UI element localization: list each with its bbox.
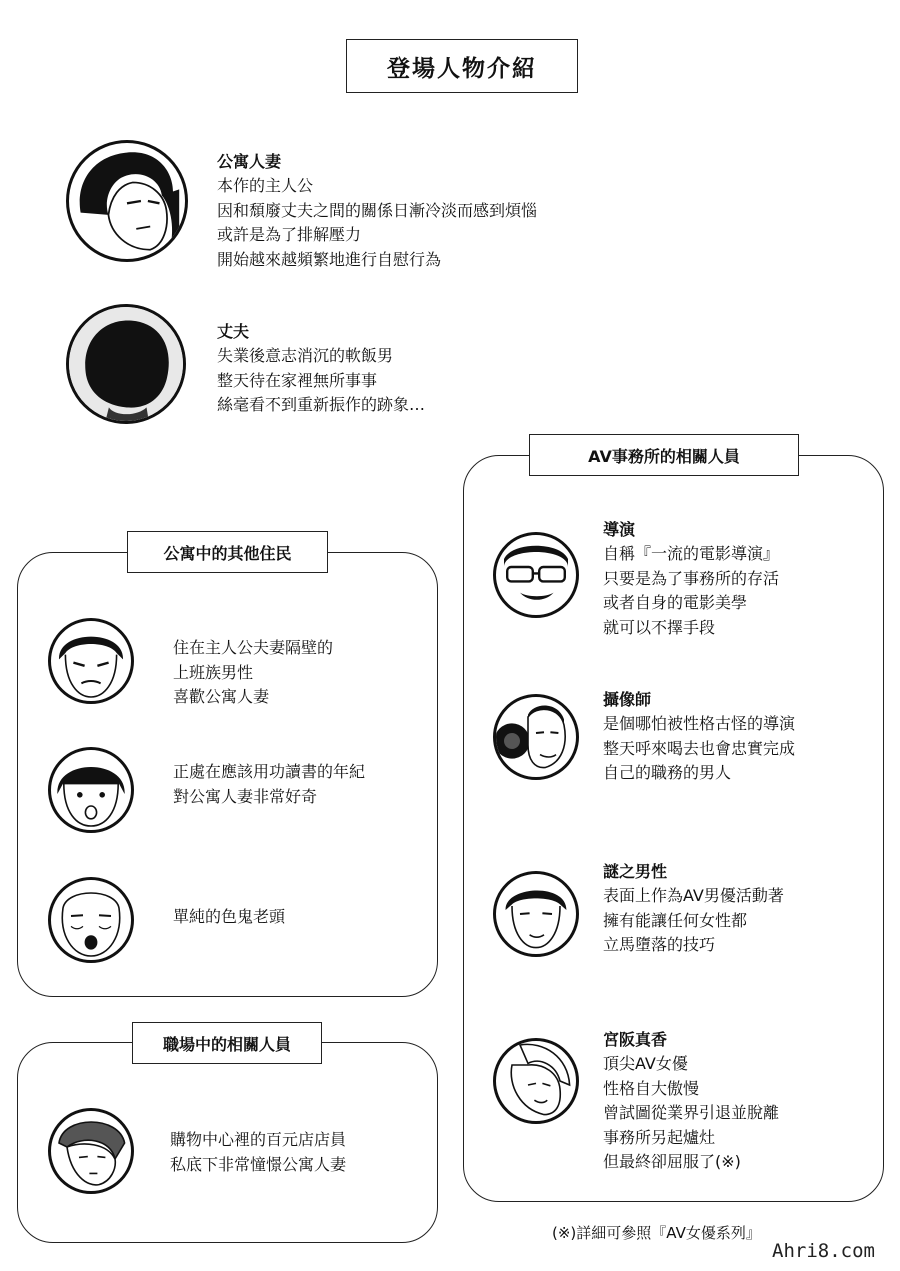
character-desc-line: 或者自身的電影美學 bbox=[603, 593, 748, 612]
character-desc-line: 失業後意志消沉的軟飯男 bbox=[217, 346, 394, 365]
character-desc-line: 開始越來越頻繁地進行自慰行為 bbox=[217, 249, 442, 269]
character-name: 宮阪真香 bbox=[603, 1030, 668, 1049]
watermark-text: Ahri8.com bbox=[772, 1240, 875, 1262]
character-desc-line: 事務所另起爐灶 bbox=[603, 1127, 716, 1147]
neighbor-man-portrait-icon bbox=[48, 618, 134, 704]
character-desc-line: 私底下非常憧憬公寓人妻 bbox=[170, 1154, 347, 1174]
character-desc-line: 喜歡公寓人妻 bbox=[173, 687, 270, 706]
woman-portrait-icon bbox=[66, 140, 188, 262]
old-man-portrait-icon bbox=[48, 877, 134, 963]
store-clerk-portrait-icon bbox=[48, 1108, 134, 1194]
character-desc-line: 曾試圖從業界引退並脫離 bbox=[603, 1103, 780, 1122]
character-desc-line: 住在主人公夫妻隔壁的 bbox=[173, 638, 334, 657]
character-desc-line: 正處在應該用功讀書的年紀 bbox=[173, 762, 366, 781]
character-desc-line: 購物中心裡的百元店店員 bbox=[170, 1130, 347, 1149]
character-desc-line: 絲毫看不到重新振作的跡象… bbox=[217, 395, 426, 414]
character-desc-line: 整天待在家裡無所事事 bbox=[217, 370, 378, 390]
character-desc-line: 只要是為了事務所的存活 bbox=[603, 568, 780, 588]
character-desc-line: 單純的色鬼老頭 bbox=[173, 907, 286, 926]
mystery-man-portrait-icon bbox=[493, 871, 579, 957]
page-title: 登場人物介紹 bbox=[346, 39, 578, 93]
character-desc-line: 本作的主人公 bbox=[217, 176, 314, 195]
character-desc-line: 但最終卻屈服了(※) bbox=[603, 1152, 741, 1171]
character-desc-line: 擁有能讓任何女性都 bbox=[603, 910, 748, 930]
character-name: 公寓人妻 bbox=[217, 152, 282, 171]
character-name: 攝像師 bbox=[603, 690, 652, 709]
character-desc-line: 就可以不擇手段 bbox=[603, 617, 716, 637]
character-desc-line: 立馬墮落的技巧 bbox=[603, 935, 716, 954]
footnote: (※)詳細可參照『AV女優系列』 bbox=[552, 1224, 761, 1242]
character-name: 導演 bbox=[603, 520, 636, 539]
character-desc-line: 或許是為了排解壓力 bbox=[217, 225, 362, 244]
character-desc-line: 性格自大傲慢 bbox=[603, 1078, 700, 1098]
cameraman-portrait-icon bbox=[493, 694, 579, 780]
workplace-label: 職場中的相關人員 bbox=[132, 1022, 322, 1064]
character-name: 謎之男性 bbox=[603, 862, 668, 881]
av-agency-label: AV事務所的相關人員 bbox=[529, 434, 799, 476]
character-desc-line: 自稱『一流的電影導演』 bbox=[603, 544, 780, 563]
husband-back-of-head-icon bbox=[66, 304, 186, 424]
character-desc-line: 頂尖AV女優 bbox=[603, 1054, 688, 1073]
character-desc-line: 對公寓人妻非常好奇 bbox=[173, 786, 318, 806]
residents-label: 公寓中的其他住民 bbox=[127, 531, 328, 573]
director-sunglasses-icon bbox=[493, 532, 579, 618]
character-desc-line: 自己的職務的男人 bbox=[603, 763, 732, 782]
actress-portrait-icon bbox=[493, 1038, 579, 1124]
student-boy-portrait-icon bbox=[48, 747, 134, 833]
character-name: 丈夫 bbox=[217, 322, 250, 341]
character-desc-line: 表面上作為AV男優活動著 bbox=[603, 886, 784, 905]
character-desc-line: 上班族男性 bbox=[173, 662, 254, 682]
character-desc-line: 是個哪怕被性格古怪的導演 bbox=[603, 714, 796, 733]
character-desc-line: 因和頹廢丈夫之間的關係日漸冷淡而感到煩惱 bbox=[217, 200, 538, 220]
character-desc-line: 整天呼來喝去也會忠實完成 bbox=[603, 738, 796, 758]
